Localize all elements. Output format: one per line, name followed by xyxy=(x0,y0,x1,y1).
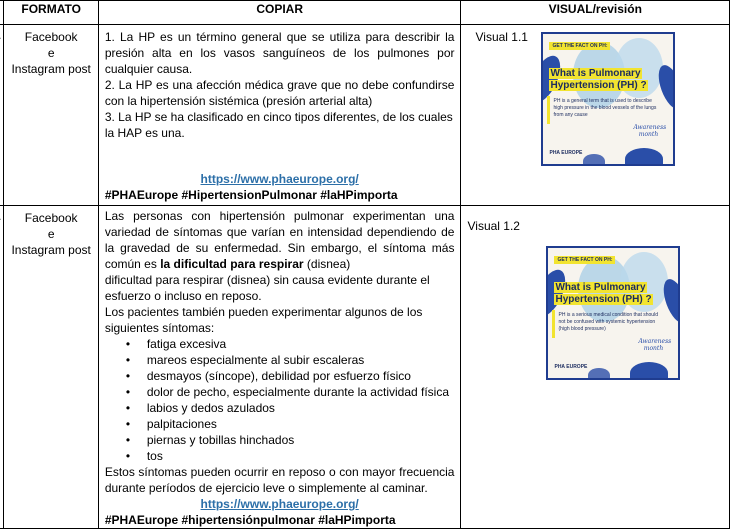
list-item: • desmayos (síncope), debilidad por esfuerzo físico xyxy=(147,368,455,384)
list-item: • dolor de pecho, especialmente durante la actividad física xyxy=(147,384,455,400)
poster-text: PH is a serious medical condition that should not be confused with systemic hypertension (high blood pressure) xyxy=(558,312,658,332)
header-row xyxy=(0,1,730,25)
list-item: • fatiga excesiva xyxy=(147,336,455,352)
copy-paragraph: Los pacientes también pueden experimentar algunos de los siguientes síntomas: xyxy=(104,305,423,335)
copy-paragraph: Estos síntomas pueden ocurrir en reposo o con mayor frecuencia durante períodos de ejercicio leve o simplemente al caminar. xyxy=(104,465,455,495)
poster-title: What is Pulmonary Hypertension (PH) ? xyxy=(550,68,647,91)
header-copy: COPIAR xyxy=(98,1,461,25)
list-item: • tos xyxy=(147,448,455,464)
list-item: • palpitaciones xyxy=(147,416,455,432)
copy-paragraph: 2. La HP es una afección médica grave que no debe confundirse con la hipertensión sistémica (presión arterial alta) xyxy=(104,78,455,108)
header-format: FORMATO xyxy=(4,1,98,25)
format-cell xyxy=(4,25,98,206)
format-line: Instagram post xyxy=(11,243,91,257)
copy-cell xyxy=(98,206,461,529)
format-line: Facebook xyxy=(24,30,78,44)
hashtags: #PHAEurope #hipertensiónpulmonar #laHPimporta xyxy=(104,513,396,527)
poster-tag: GET THE FACT ON PH: xyxy=(549,42,610,50)
pha-europe-logo: PHA EUROPE xyxy=(549,150,583,156)
copy-cell xyxy=(98,25,461,206)
format-cell xyxy=(4,206,98,529)
format-line: e xyxy=(47,227,55,241)
poster-image xyxy=(541,32,675,166)
table-row xyxy=(0,25,730,206)
phaeurope-link[interactable]: https://www.phaeurope.org/ xyxy=(200,172,359,186)
poster-awareness: Awareness month xyxy=(633,124,667,138)
poster-title: What is Pulmonary Hypertension (PH) ? xyxy=(555,282,652,305)
phaeurope-link[interactable]: https://www.phaeurope.org/ xyxy=(200,497,359,511)
format-line: Facebook xyxy=(24,211,78,225)
pha-europe-logo: PHA EUROPE xyxy=(554,364,588,370)
list-item: • labios y dedos azulados xyxy=(147,400,455,416)
table-row xyxy=(0,206,730,529)
copy-paragraph: 1. La HP es un término general que se utiliza para describir la presión alta en los vasos sanguíneos de los pulmones por cualquier causa. xyxy=(104,30,455,76)
visual-label: Visual 1.2 xyxy=(467,219,520,233)
list-item: • mareos especialmente al subir escaleras xyxy=(147,352,455,368)
copy-paragraph: dificultad para respirar (disnea) sin causa evidente durante el esfuerzo o incluso en reposo. xyxy=(104,273,430,303)
header-visual: VISUAL/revisión xyxy=(461,1,730,25)
format-line: e xyxy=(47,46,55,60)
symptom-list xyxy=(105,336,455,464)
visual-cell xyxy=(461,206,730,529)
hashtags: #PHAEurope #HipertensionPulmonar #laHPimporta xyxy=(104,188,398,202)
poster-tag: GET THE FACT ON PH: xyxy=(554,256,615,264)
poster-awareness: Awareness month xyxy=(638,338,672,352)
copy-paragraph: 3. La HP se ha clasificado en cinco tipos diferentes, de los cuales la HAP es una. xyxy=(104,110,453,140)
format-line: Instagram post xyxy=(11,62,91,76)
poster-text: PH is a general term that is used to describe high pressure in the blood vessels of the lungs from any cause xyxy=(553,98,657,118)
list-item: • piernas y tobillas hinchados xyxy=(147,432,455,448)
copy-paragraph: Las personas con hipertensión pulmonar experimentan una variedad de síntomas que varían en intensidad dependiendo de la gravedad de su enfermedad. Sin embargo, el síntoma más común es la dificultad para respirar (disnea) xyxy=(104,209,455,271)
visual-cell xyxy=(461,25,730,206)
poster-image xyxy=(546,246,680,380)
visual-label: Visual 1.1 xyxy=(475,30,528,44)
